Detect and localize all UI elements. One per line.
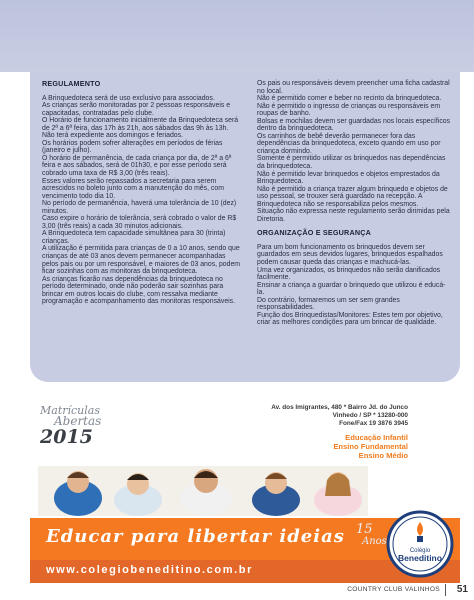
organizacao-heading: ORGANIZAÇÃO E SEGURANÇA	[257, 228, 372, 238]
slogan-text: Educar para libertar ideias	[46, 526, 345, 547]
regulamento-paragraph: Somente é permitido utilizar os brinquedos nas dependências da brinquedoteca.	[257, 155, 446, 171]
organizacao-paragraphs	[257, 244, 451, 327]
regulamento-paragraph: Não é permitido levar brinquedos e objetos emprestados da Brinquedoteca.	[257, 170, 440, 186]
regulamento-paragraph: As crianças ficarão nas dependências da brinquedoteca no período determinado, onde não poderão sair sozinhas para brincar em outros locais do clube, com ressalva mediante programação e acompanhamento das monitoras responsáveis.	[42, 275, 236, 306]
organizacao-paragraph: Função dos Brinquedistas/Monitores: Estes tem por objetivo, criar as melhores condições para um brincar de qualidade.	[257, 311, 443, 327]
year-text: 2015	[40, 426, 93, 448]
seal-name-text: Beneditino	[398, 553, 442, 563]
regulamento-paragraph: Os horários podem sofrer alterações em períodos de férias (janeiro e julho).	[42, 139, 223, 155]
regulamento-paragraph: A Brinquedoteca será de uso exclusivo para associados.	[42, 94, 215, 102]
organizacao-paragraph: Uma vez organizados, os brinquedos não serão danificados facilmente.	[257, 266, 441, 282]
top-background-panel	[0, 0, 474, 72]
regulamento-paragraph: As crianças serão monitoradas por 2 pessoas responsáveis e capacitadas, contratadas pelo clube.	[42, 102, 231, 117]
school-website-link[interactable]: www.colegiobeneditino.com.br	[46, 564, 253, 576]
organizacao-paragraph: Ensinar a criança a guardar o brinquedo que utilizou é educá-la.	[257, 281, 446, 297]
regulamento-paragraph: Caso expire o horário de tolerância, será cobrado o valor de R$ 3,00 (três reais) a cada 30 minutos adicionais.	[42, 215, 237, 230]
page-number: 51	[456, 584, 468, 595]
regulamento-paragraph: A utilização é permitida para crianças de 0 a 10 anos, sendo que crianças de até 03 anos devem permanecer acompanhadas pelos pais ou por um responsável, e maiores de 03 anos, podem ficar sozinhas com as monitoras da brinquedoteca.	[42, 245, 241, 276]
beneditino-seal-logo	[386, 510, 454, 578]
regulamento-paragraph: Não é permitido comer e beber no recinto da brinquedoteca.	[257, 95, 442, 103]
abertas-text: Abertas	[54, 414, 102, 428]
anniversary-number: 15	[356, 522, 373, 537]
left-column	[42, 80, 242, 306]
regulamento-left-paragraphs	[42, 95, 242, 306]
phone-line: Fone/Fax 19 3876 3945	[339, 420, 408, 427]
regulamento-heading: REGULAMENTO	[42, 79, 101, 88]
organizacao-paragraph: Do contrário, formaremos um ser sem grandes responsabilidades.	[257, 296, 400, 312]
school-advertisement	[30, 398, 460, 583]
regulamento-paragraph: Bolsas e mochilas devem ser guardadas nos locais específicos dentro da brinquedoteca.	[257, 117, 451, 133]
level-medio: Ensino Médio	[358, 451, 408, 460]
regulamento-paragraph: Esses valores serão repassados a secretaria para serem acrescidos no boleto junto com a manutenção do mês, com vencimento todo dia 10.	[42, 177, 224, 200]
regulamento-paragraph: No período de permanência, haverá uma tolerância de 10 (dez) minutos.	[42, 200, 237, 215]
regulamento-paragraph: Não é permitido a criança trazer algum brinquedo e objetos de uso pessoal, se trouxer será guardado na recepção. A Brinquedoteca não se responsabiliza pelos mesmos.	[257, 185, 448, 208]
regulamento-paragraph: Os carrinhos de bebê deverão permanecer fora das dependências da brinquedoteca, exceto quando em uso por criança dormindo.	[257, 132, 441, 155]
regulamento-right-paragraphs	[257, 80, 451, 223]
address-line-1: Av. dos Imigrantes, 480 * Bairro Jd. do Junco	[271, 404, 408, 411]
level-fundamental: Ensino Fundamental	[333, 442, 408, 451]
seal-top-text: Colégio	[409, 548, 431, 554]
level-infantil: Educação Infantil	[345, 433, 408, 442]
students-photo	[38, 466, 368, 516]
regulamento-paragraph: Não é permitido o ingresso de crianças ou responsáveis em roupas de banho.	[257, 102, 441, 118]
regulamento-paragraph: O Horário de funcionamento inicialmente da Brinquedoteca será de 2ª a 6ª feira, das 17h às 21h, aos sábados das 9h às 13h. Não terá expediente aos domingos e feriados.	[42, 117, 239, 140]
address-line-2: Vinhedo / SP * 13280-000	[332, 412, 408, 419]
right-column	[257, 80, 451, 327]
regulamento-paragraph: O horário de permanência, de cada criança por dia, de 2ª a 6ª feira e aos sábados, será de 01h30, e por esse período será cobrado uma taxa de R$ 3,00 (três reais).	[42, 154, 232, 178]
regulamento-paragraph: A Brinquedoteca tem capacidade simultânea para 30 (trinta) crianças.	[42, 230, 226, 245]
organizacao-paragraph: Para um bom funcionamento os brinquedos devem ser guardados em seus devidos lugares, brinquedos espalhados podem causar queda das crianças e machucá-las.	[257, 243, 443, 267]
magazine-name: COUNTRY CLUB VALINHOS	[347, 586, 440, 593]
regulation-panel	[30, 72, 460, 382]
footer-divider	[445, 584, 446, 596]
education-levels	[228, 433, 408, 460]
school-address	[198, 404, 408, 428]
enrollment-badge	[34, 402, 114, 454]
matriculas-text: Matrículas	[40, 404, 100, 417]
anniversary-word: Anos	[362, 536, 387, 547]
regulamento-paragraph: Situação não expressa neste regulamento serão dirimidas pela Diretoria.	[257, 208, 450, 223]
regulamento-paragraph: Os pais ou responsáveis devem preencher uma ficha cadastral no local.	[257, 80, 450, 95]
